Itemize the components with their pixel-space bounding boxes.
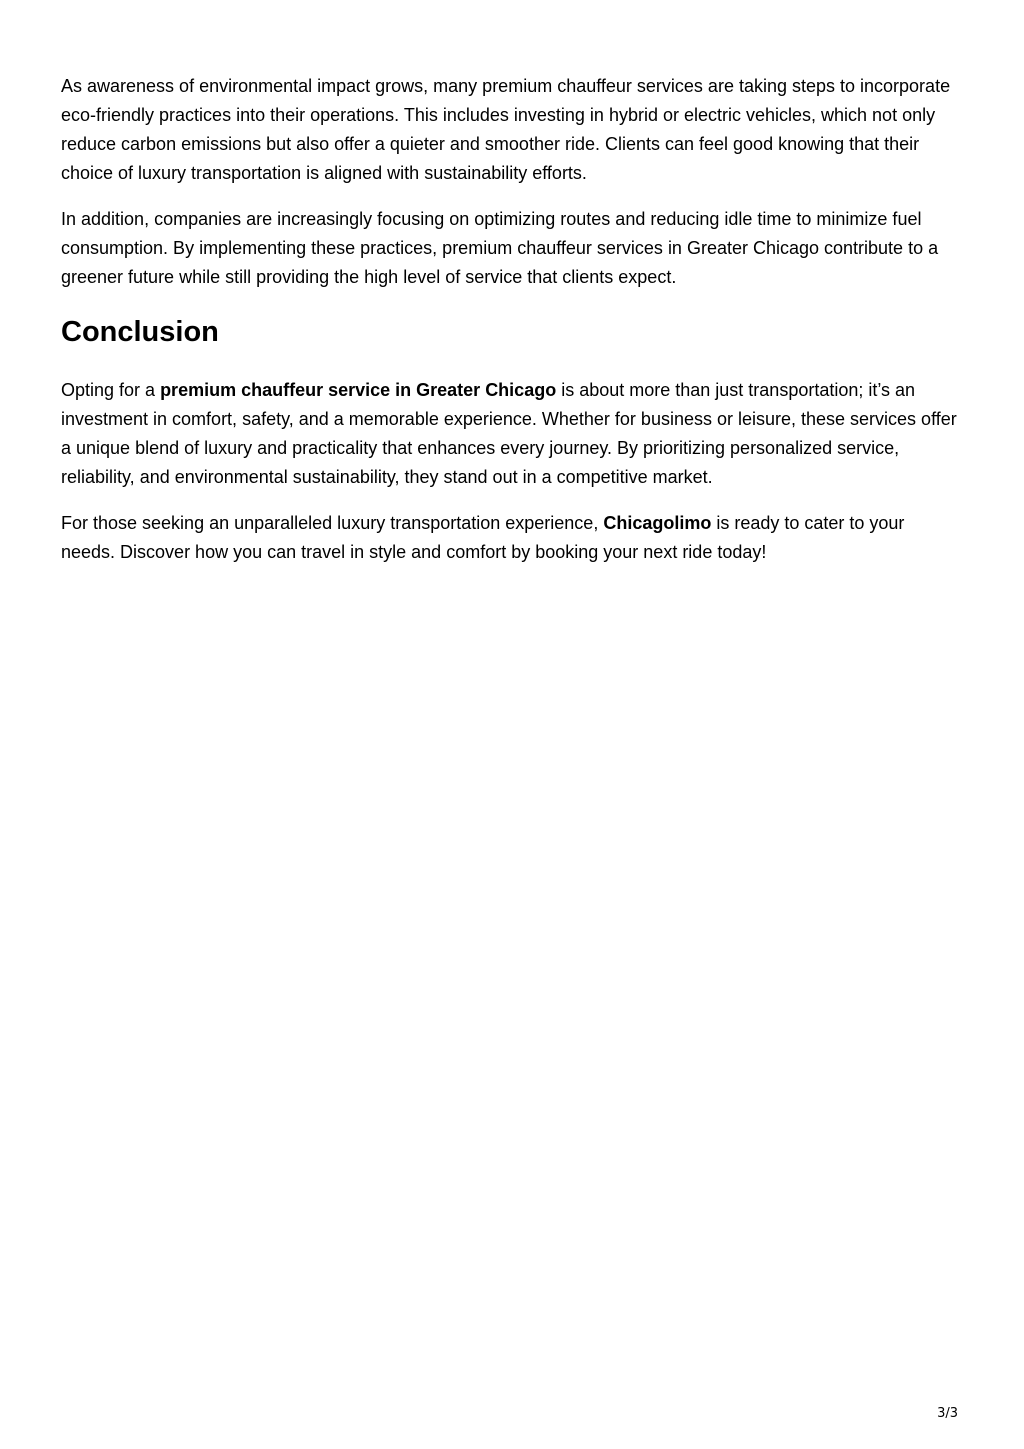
paragraph-routes: In addition, companies are increasingly focusing on optimizing routes and reducing idle time to minimize fuel consumption. By implementing these practices, premium chauffeur services in Greater Chicago contribute to a greener future while still providing the high level of service that clients expect.: [61, 209, 939, 287]
page-number: 3/3: [937, 1406, 958, 1421]
paragraph-cta-text-start: For those seeking an unparalleled luxury transportation experience,: [61, 513, 604, 533]
paragraph-conclusion-text-end: is about more than just transportation; it’s an investment in comfort, safety, and a memorable experience. Whether for business or leisure, these services offer a unique blend of luxury and practicality that enhances every journey. By prioritizing personalized service, reliability, and environmental sustainability, they stand out in a competitive market.: [61, 380, 957, 487]
conclusion-heading: Conclusion: [61, 316, 219, 348]
paragraph-eco-friendly: As awareness of environmental impact grows, many premium chauffeur services are taking steps to incorporate eco-friendly practices into their operations. This includes investing in hybrid or electric vehicles, which not only reduce carbon emissions but also offer a quieter and smoother ride. Clients can feel good knowing that their choice of luxury transportation is aligned with sustainability efforts.: [61, 76, 951, 183]
paragraph-conclusion-bold-phrase: premium chauffeur service in Greater Chicago: [160, 380, 557, 400]
paragraph-conclusion-text-start: Opting for a: [61, 380, 161, 400]
paragraph-conclusion: [61, 376, 961, 492]
paragraph-call-to-action: [61, 509, 961, 567]
brand-name: Chicagolimo: [603, 513, 712, 533]
paragraph-cta-text-end: is ready to cater to your needs. Discover how you can travel in style and comfort by booking your next ride today!: [61, 513, 905, 562]
document-body: [61, 72, 961, 584]
